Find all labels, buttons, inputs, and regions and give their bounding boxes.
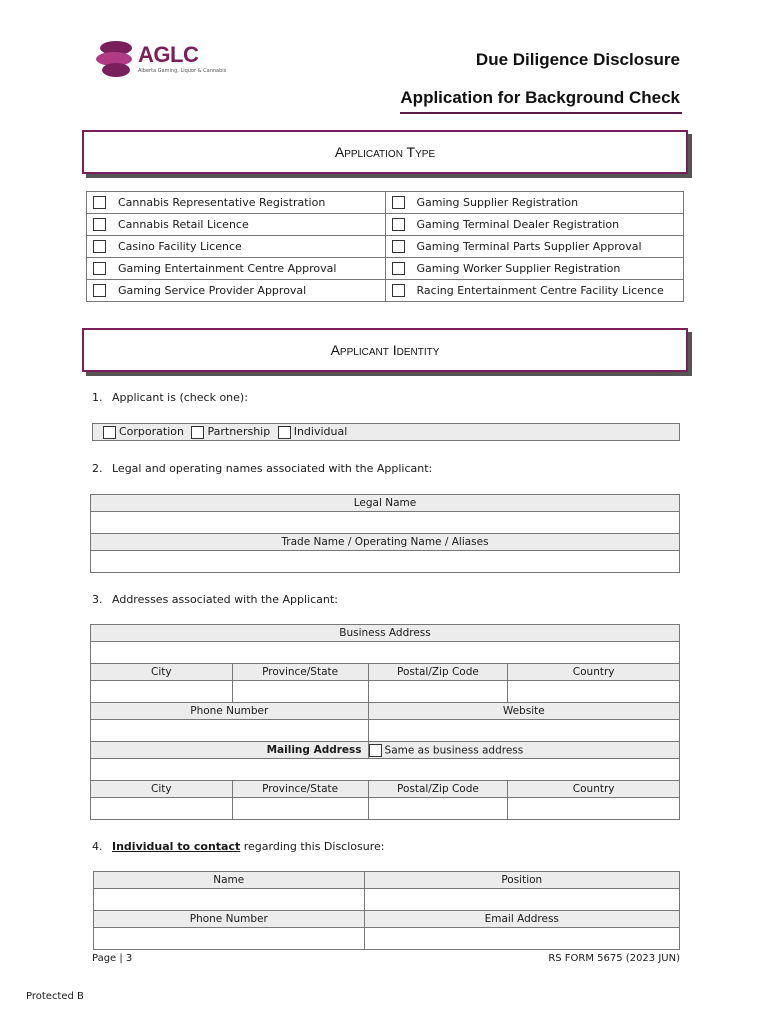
application-type-option[interactable]: Gaming Worker Supplier Registration xyxy=(385,258,684,280)
contact-email-field[interactable] xyxy=(364,928,679,950)
mailing-country-label: Country xyxy=(508,781,680,798)
checkbox-icon[interactable] xyxy=(392,196,405,209)
address-table xyxy=(90,624,680,820)
contact-name-field[interactable] xyxy=(94,889,365,911)
province-field[interactable] xyxy=(232,681,368,703)
logo-subtitle: Alberta Gaming, Liquor & Cannabis xyxy=(138,68,227,74)
same-as-business-option: Same as business address xyxy=(368,742,679,759)
business-address-label: Business Address xyxy=(91,625,680,642)
application-type-option[interactable]: Cannabis Representative Registration xyxy=(87,192,386,214)
applicant-type-row: Corporation Partnership Individual xyxy=(92,423,680,441)
individual-checkbox[interactable] xyxy=(278,426,291,439)
mailing-province-label: Province/State xyxy=(232,781,368,798)
contact-phone-field[interactable] xyxy=(94,928,365,950)
city-field[interactable] xyxy=(91,681,233,703)
postal-field[interactable] xyxy=(368,681,508,703)
question-4: 4. Individual to contact regarding this Disclosure: xyxy=(92,840,385,853)
application-type-option[interactable]: Gaming Terminal Parts Supplier Approval xyxy=(385,236,684,258)
names-table xyxy=(90,494,680,573)
phone-label: Phone Number xyxy=(91,703,369,720)
question-2: 2. Legal and operating names associated with the Applicant: xyxy=(92,462,433,475)
website-field[interactable] xyxy=(368,720,679,742)
checkbox-icon[interactable] xyxy=(93,262,106,275)
checkbox-icon[interactable] xyxy=(392,284,405,297)
checkbox-icon[interactable] xyxy=(392,218,405,231)
legal-name-label: Legal Name xyxy=(91,495,680,512)
application-type-option[interactable]: Gaming Entertainment Centre Approval xyxy=(87,258,386,280)
question-3: 3. Addresses associated with the Applicant: xyxy=(92,593,338,606)
trade-name-field[interactable] xyxy=(91,551,680,573)
mailing-address-label: Mailing Address xyxy=(91,742,369,759)
contact-position-field[interactable] xyxy=(364,889,679,911)
aglc-logo-mark-icon xyxy=(96,38,136,80)
application-type-option[interactable]: Gaming Service Provider Approval xyxy=(87,280,386,302)
contact-name-label: Name xyxy=(94,872,365,889)
checkbox-icon[interactable] xyxy=(93,284,106,297)
checkbox-icon[interactable] xyxy=(93,240,106,253)
mailing-city-label: City xyxy=(91,781,233,798)
application-type-option[interactable]: Gaming Supplier Registration xyxy=(385,192,684,214)
mailing-city-field[interactable] xyxy=(91,798,233,820)
application-type-option[interactable]: Racing Entertainment Centre Facility Licence xyxy=(385,280,684,302)
phone-field[interactable] xyxy=(91,720,369,742)
same-as-business-checkbox[interactable] xyxy=(369,744,382,757)
postal-label: Postal/Zip Code xyxy=(368,664,508,681)
checkbox-icon[interactable] xyxy=(392,262,405,275)
application-type-option[interactable]: Gaming Terminal Dealer Registration xyxy=(385,214,684,236)
document-title: Due Diligence Disclosure xyxy=(475,50,680,69)
contact-email-label: Email Address xyxy=(364,911,679,928)
document-subtitle: Application for Background Check xyxy=(400,88,680,107)
application-type-option[interactable]: Cannabis Retail Licence xyxy=(87,214,386,236)
contact-position-label: Position xyxy=(364,872,679,889)
contact-phone-label: Phone Number xyxy=(94,911,365,928)
mailing-postal-field[interactable] xyxy=(368,798,508,820)
country-label: Country xyxy=(508,664,680,681)
mailing-postal-label: Postal/Zip Code xyxy=(368,781,508,798)
logo-wordmark: AGLC xyxy=(138,42,199,67)
section-heading-applicant-identity: Applicant Identity xyxy=(82,328,688,372)
title-divider xyxy=(400,112,682,114)
checkbox-icon[interactable] xyxy=(392,240,405,253)
website-label: Website xyxy=(368,703,679,720)
question-1: 1. Applicant is (check one): xyxy=(92,391,248,404)
province-label: Province/State xyxy=(232,664,368,681)
trade-name-label: Trade Name / Operating Name / Aliases xyxy=(91,534,680,551)
mailing-country-field[interactable] xyxy=(508,798,680,820)
checkbox-icon[interactable] xyxy=(93,196,106,209)
checkbox-icon[interactable] xyxy=(93,218,106,231)
mailing-province-field[interactable] xyxy=(232,798,368,820)
partnership-checkbox[interactable] xyxy=(191,426,204,439)
page-number: Page | 3 xyxy=(92,953,133,964)
form-number: RS FORM 5675 (2023 JUN) xyxy=(548,953,680,964)
business-address-field[interactable] xyxy=(91,642,680,664)
country-field[interactable] xyxy=(508,681,680,703)
corporation-checkbox[interactable] xyxy=(103,426,116,439)
city-label: City xyxy=(91,664,233,681)
protected-label: Protected B xyxy=(26,991,84,1002)
contact-table xyxy=(93,871,680,950)
aglc-logo xyxy=(96,38,236,80)
application-type-table xyxy=(86,191,684,302)
mailing-address-field[interactable] xyxy=(91,759,680,781)
legal-name-field[interactable] xyxy=(91,512,680,534)
section-heading-application-type: Application Type xyxy=(82,130,688,174)
application-type-option[interactable]: Casino Facility Licence xyxy=(87,236,386,258)
